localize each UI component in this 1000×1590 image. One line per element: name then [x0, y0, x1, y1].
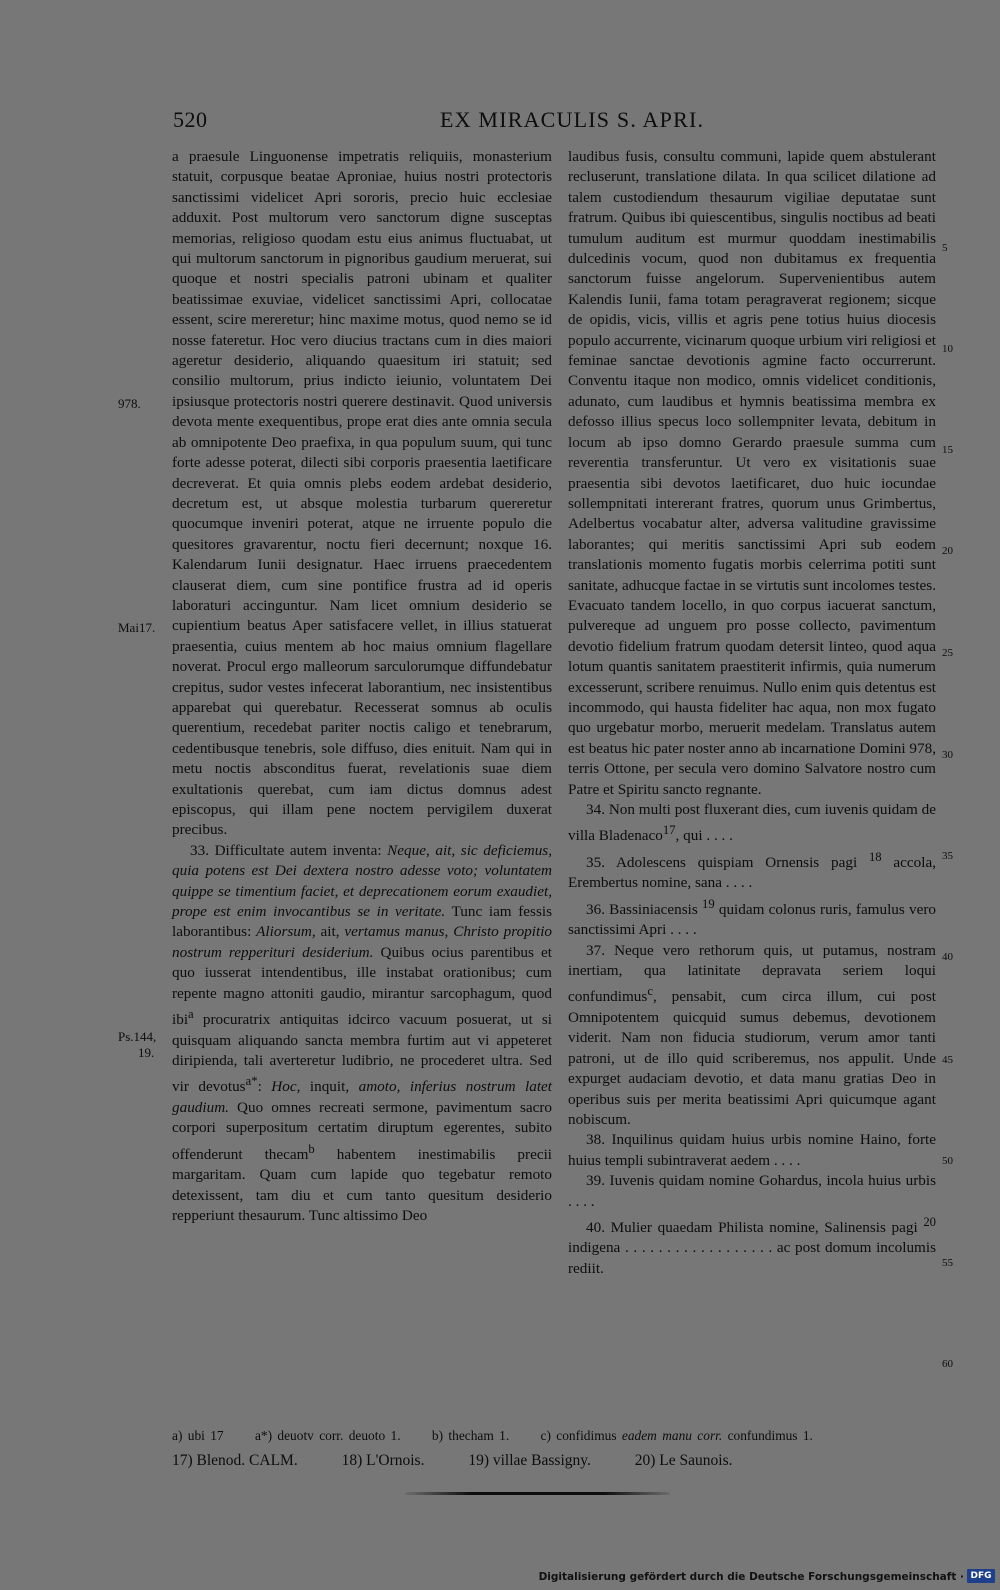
- footnote-20: 20) Le Saunois.: [634, 1452, 733, 1469]
- footnote-17: 17) Blenod. CALM.: [172, 1452, 298, 1469]
- section-33: [172, 841, 552, 1227]
- margin-psalm-verse: 19.: [138, 1045, 155, 1060]
- quotation: Neque, ait, sic deficiemus, quia potens est Dei dextera nostro adesse voto; voluntatem quippe se timentium faciet, et deprecationem eorum exaudiet, prope est enim invocantibus se in veritate.: [172, 841, 553, 921]
- footnote-b: b) thecham 1.: [431, 1428, 510, 1443]
- line-number-55: 55: [942, 1257, 953, 1269]
- section-34: [568, 800, 936, 847]
- line-number-10: 10: [942, 343, 953, 355]
- section-38: 38. Inquilinus quidam huius urbis nomine Haino, forte huius templi subintraverat aedem . . . .: [568, 1131, 936, 1169]
- footnote-mark: 20: [923, 1214, 936, 1229]
- text-run: inquit,: [309, 1078, 350, 1096]
- text-run: 37. Neque vero rethorum quis, ut putamus, nostram inertiam, qua latinitate depravata seriem loqui confundimus: [568, 941, 936, 1006]
- line-number-30: 30: [942, 749, 953, 761]
- footnote-mark: 17: [662, 823, 676, 838]
- place-footnotes: [172, 1452, 932, 1470]
- text-run: eadem manu corr.: [621, 1428, 723, 1443]
- line-number-20: 20: [942, 545, 953, 557]
- quotation: Hoc,: [271, 1078, 301, 1096]
- section-40: [568, 1212, 936, 1279]
- quotation: amoto, inferius nostrum latet gaudium.: [172, 1078, 553, 1116]
- footnote-a: a) ubi 17: [172, 1428, 224, 1443]
- page-number: 520: [173, 107, 208, 132]
- left-paragraph-1: a praesule Linguonense impetratis reliquiis, monasterium statuit, corpusque beatae Aproniae, huius nostri protectoris sanctissimi videlicet Apri sororis, precio huic ecclesiae adduxit. Post multorum vero sanctorum digne susceptas memorias, religioso quodam estu eius animus fluctuabat, ut qui multorum sanctorum in pignoribus gaudium meruerat, sui quoque et nostri specialis patroni ubinam et qualiter beatissimae exuviae, videlicet sanctissimi Apri, collocatae essent, scire mereretur; hinc maxime motus, quod nemo se id nosse fateretur. Hoc vero diucius tractans cum in dies maiori ageretur desiderio, aliquando quaesitum iri statuit; sed consilio multorum, prius indicto ieiunio, voluntatem Dei ipsiusque protectoris nostri querere destinavit. Quod universis devota mente exequentibus, prope erat dies ante omnia secula ab omnipotente Deo praefixa, in qua populum suum, qui tunc forte adesse poterat, dilecti sibi corporis praesentia laetificare decreverat. Et quia omnis plebs eodem ardebat desiderio, decretum est, ut absque molestia turbarum quereretur quocumque inveniri poterat, atque ne irruente populo die quesitores gravarentur, noctu fieri decernunt; noxque 16. Kalendarum Iunii designatur. Haec irruens praecedentem clauserat diem, cum sine pontifice frustra ad id operis laboraturi accinguntur. Nam licet omnium desiderio se cupientium beatus Aper satisfacere vellet, in illius statuerat praesentia, cuius mentem ab hoc maius omnium flagellare noverat. Procul ergo malleorum sarculorumque diffundebatur crepitus, sudor vestes infecerat laborantium, nec insistentibus apparebat qui querebatur. Recesserat somnus ab oculis querentium, recedebat pariter noctis caligo et tenebrarum, cedentibusque tenebris, sole diffuso, dies enituit. Nam qui in metu noctis absconditus fuerat, revelationis suae diem exultationis querebat, cum iam dictus domnus adest episcopus, qui illam pene noctem pervigilem duxerat precibus.: [172, 148, 552, 839]
- quotation: vertamus manus, Christo propitio nostrum repperituri desiderium.: [172, 923, 553, 961]
- section-number: 33.: [190, 841, 209, 859]
- text-run: accola, Erembertus nomine, sana . . . .: [568, 853, 936, 892]
- text-run: c) confidimus: [540, 1428, 617, 1443]
- line-number-35: 35: [942, 850, 953, 862]
- text-run: 40. Mulier quaedam Philista nomine, Salinensis pagi: [586, 1219, 918, 1237]
- footnote-mark: c: [647, 984, 653, 999]
- line-number-45: 45: [942, 1054, 953, 1066]
- left-column: [172, 147, 552, 1226]
- margin-psalm-ref: Ps.144,: [118, 1029, 157, 1044]
- footnote-c: [541, 1428, 813, 1443]
- section-37: [568, 941, 936, 1131]
- text-run: indigena . . . . . . . . . . . . . . . . . . ac post domum incolumis rediit.: [568, 1239, 936, 1277]
- text-run: quidam colonus ruris, famulus vero sanctissimi Apri . . . .: [568, 900, 936, 939]
- line-number-40: 40: [942, 951, 953, 963]
- footnote-mark: b: [308, 1141, 315, 1156]
- section-35: [568, 847, 936, 894]
- line-number-50: 50: [942, 1155, 953, 1167]
- margin-year: 978.: [118, 396, 141, 411]
- line-number-25: 25: [942, 647, 953, 659]
- line-number-5: 5: [942, 242, 948, 254]
- text-run: Difficultate autem inventa:: [214, 841, 382, 859]
- text-run: Quibus ocius parentibus et quo iusserat intendentibus, ille instabat orationibus; cum repente magno attoniti gaudio, mirantur sarcophagum, quod ibi: [172, 943, 552, 1029]
- text-run: 35. Adolescens quispiam Ornensis pagi: [586, 853, 858, 871]
- footnote-mark: 19: [701, 896, 715, 911]
- text-run: habentem inestimabilis precii margaritam. Quam cum lapide quo tegebatur remoto detexissent, tam diu et cum tanto quesitum desiderio repperiunt thesaurum. Tunc altissimo Deo: [172, 1145, 553, 1224]
- text-run: ait,: [320, 923, 340, 941]
- margin-date: Mai17.: [118, 620, 156, 635]
- footnote-mark: 18: [868, 849, 882, 864]
- end-rule: [405, 1492, 670, 1495]
- text-run: confundimus 1.: [727, 1428, 813, 1443]
- right-column: [568, 147, 936, 1279]
- running-title: EX MIRACULIS S. APRI.: [440, 107, 705, 132]
- section-39: 39. Iuvenis quidam nomine Gohardus, incola huius urbis . . . .: [568, 1172, 936, 1210]
- line-number-15: 15: [942, 444, 953, 456]
- text-run: 34. Non multi post fluxerant dies, cum iuvenis quidam de villa Bladenaco: [568, 801, 936, 845]
- footnote-18: 18) L'Ornois.: [341, 1452, 425, 1469]
- textual-footnotes: [172, 1428, 932, 1444]
- footnote-mark: a*: [245, 1074, 258, 1089]
- text-run: :: [257, 1078, 262, 1096]
- quotation: Aliorsum,: [256, 923, 316, 941]
- text-run: 36. Bassiniacensis: [586, 900, 698, 918]
- text-run: , pensabit, cum circa illum, cui post Omnipotentem quicquid sumus debemus, devotionem viderit. Nam non fiducia studiorum, verum amor tanti patroni, ut de illo quid scriberemus, nos appulit. Unde expurget audaciam devotio, et data manu gratias Deo in operibus suis per merita beatissimi Apri quicumque agant nobiscum.: [568, 988, 936, 1128]
- line-number-60: 60: [942, 1358, 953, 1370]
- text-run: procuratrix antiquitas idcirco vacuum posuerat, ut si quisquam aliquando sancta membra furtim aut vi appeteret diripienda, tali averteretur ludibrio, ne procederet ultra. Sed vir devotus: [172, 1011, 552, 1096]
- dfg-logo: DFG: [967, 1569, 995, 1583]
- right-paragraph-1: laudibus fusis, consultu communi, lapide quem abstulerant recluserunt, translatione dilata. In qua scilicet dilatione ad talem custodiendum thesaurum vigiliae deputatae sunt fratrum. Quibus ibi quiescentibus, singulis noctibus ad beati tumulum auditum est murmur quoddam inestimabilis dulcedinis vocum, quod non dubitamus ex frequentia sanctorum fuisse angelorum. Supervenientibus autem Kalendis Iunii, fama totam peragraverat regionem; sicque de opidis, vicis, villis et agris pene totius huius diocesis populo accurrente, vicinarum quoque urbium viri religiosi et feminae sanctae devotionis agmine facto occurrerunt. Conventu itaque non modico, omnis videlicet conditionis, adunato, cum laudibus et hymnis beatissima membra ex defosso illius specus loco sollempniter levata, debitum in locum ab ipso domno Gerardo praesule summa cum reverentia transferuntur. Ut vero ex visitationis suae praesentia sibi devotos laetificaret, duo huic iocundae sollempnitati intererant fratres, quorum unus Grimbertus, Adelbertus vocabatur alter, adversa valitudine gravissime laborantes; qui meritis sanctissimi Apri sub eodem translationis momento fugatis morbis celerrima potiti sunt sanitate, adhucque factae in se virtutis sunt incolomes testes. Evacuato tandem locello, in quo corpus iacuerat sanctum, pulvereque ad unguem pro posse collecto, pavimentum devotio fidelium fratrum quodam detersit linteo, quod aqua lotum quantis sanitatem praestiterit infirmis, quia numerum excesserunt, scribere renuimus. Nullo enim quis detentus est incommodo, qui hausta fideliter hac aqua, non mox fugato quo urgebatur morbo, meruerit medelam. Translatus autem est beatus hic pater noster anno ab incarnatione Domini 978, terris Ottone, per secula vero domino Salvatore nostro cum Patre et Spiritu sancto regnante.: [568, 148, 936, 798]
- section-36: [568, 894, 936, 941]
- footnote-a-star: a*) deuotv corr. deuoto 1.: [254, 1428, 401, 1443]
- text-run: , qui . . . .: [675, 827, 733, 845]
- digitization-credit: Digitalisierung gefördert durch die Deutsche Forschungsgemeinschaft ·: [538, 1571, 964, 1583]
- text-run: Tunc iam fessis laborantibus:: [172, 903, 552, 941]
- text-run: Quo omnes recreati sermone, pavimentum sacro corpori superpositum certatim diruptum egerentes, subito offenderunt thecam: [172, 1098, 553, 1163]
- footnote-19: 19) villae Bassigny.: [468, 1452, 591, 1469]
- footnote-mark: a: [188, 1007, 194, 1022]
